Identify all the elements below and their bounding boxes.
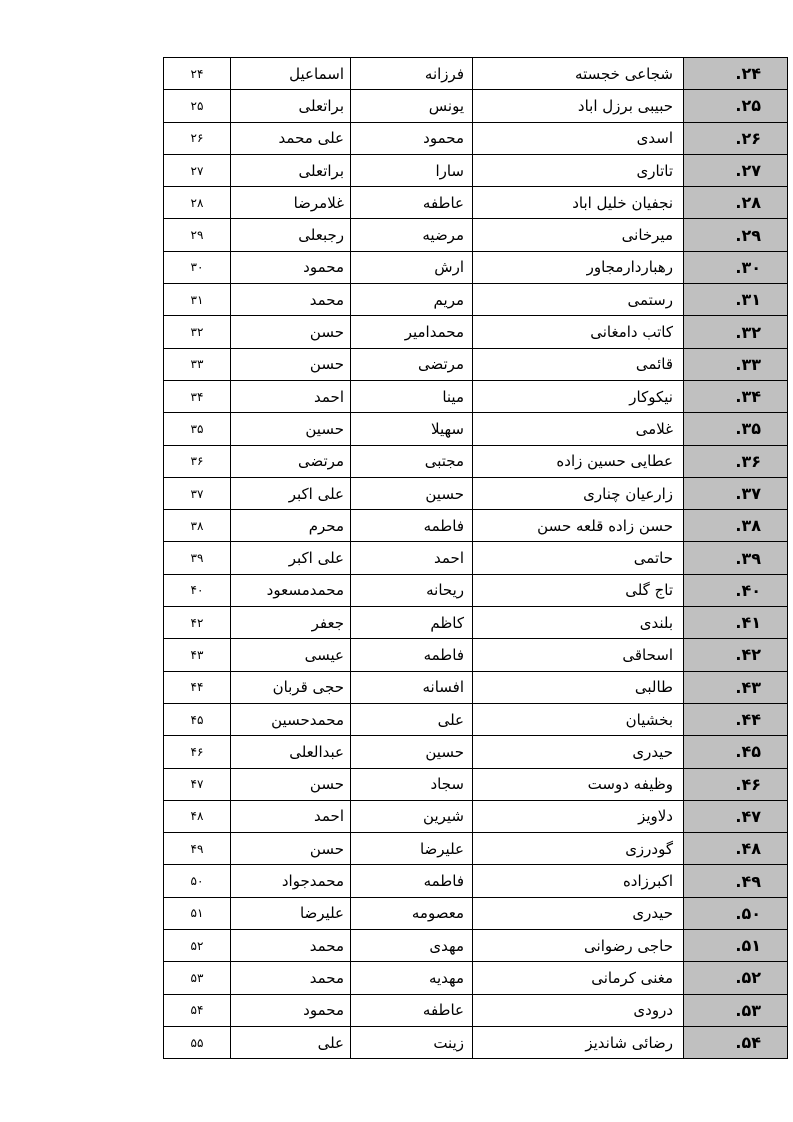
index-cell: ۳۶ xyxy=(164,445,231,477)
first-name-cell: حسین xyxy=(351,477,473,509)
last-name-cell: غلامی xyxy=(473,413,684,445)
table-row xyxy=(164,477,788,509)
father-name-cell: مرتضی xyxy=(231,445,351,477)
last-name-cell: بخشیان xyxy=(473,703,684,735)
row-number: ۴۷. xyxy=(684,800,788,832)
row-number: ۲۵. xyxy=(684,90,788,122)
father-name-cell: علی xyxy=(231,1026,351,1058)
last-name-cell: حاجی رضوانی xyxy=(473,930,684,962)
father-name-cell: علی محمد xyxy=(231,122,351,154)
father-name-cell: علی اکبر xyxy=(231,477,351,509)
index-cell: ۵۰ xyxy=(164,865,231,897)
index-cell: ۳۵ xyxy=(164,413,231,445)
table-row xyxy=(164,542,788,574)
last-name-cell: گودرزی xyxy=(473,833,684,865)
last-name-cell: حسن زاده قلعه حسن xyxy=(473,510,684,542)
father-name-cell: محمدمسعود xyxy=(231,574,351,606)
first-name-cell: شیرین xyxy=(351,800,473,832)
index-cell: ۳۰ xyxy=(164,251,231,283)
last-name-cell: قائمی xyxy=(473,348,684,380)
table-row xyxy=(164,187,788,219)
last-name-cell: تاتاری xyxy=(473,154,684,186)
index-cell: ۳۱ xyxy=(164,284,231,316)
row-number: ۳۷. xyxy=(684,477,788,509)
index-cell: ۴۸ xyxy=(164,800,231,832)
father-name-cell: حسن xyxy=(231,316,351,348)
table-row xyxy=(164,833,788,865)
index-cell: ۲۷ xyxy=(164,154,231,186)
index-cell: ۴۵ xyxy=(164,703,231,735)
table-row xyxy=(164,348,788,380)
table-row xyxy=(164,284,788,316)
last-name-cell: درودی xyxy=(473,994,684,1026)
first-name-cell: کاظم xyxy=(351,607,473,639)
first-name-cell: سارا xyxy=(351,154,473,186)
last-name-cell: رهباردارمجاور xyxy=(473,251,684,283)
first-name-cell: علی xyxy=(351,703,473,735)
table-row xyxy=(164,574,788,606)
table-row xyxy=(164,219,788,251)
row-number: ۵۲. xyxy=(684,962,788,994)
row-number: ۳۲. xyxy=(684,316,788,348)
father-name-cell: جعفر xyxy=(231,607,351,639)
index-cell: ۳۳ xyxy=(164,348,231,380)
father-name-cell: رجبعلی xyxy=(231,219,351,251)
last-name-cell: رضائی شاندیز xyxy=(473,1026,684,1058)
father-name-cell: عیسی xyxy=(231,639,351,671)
last-name-cell: کاتب دامغانی xyxy=(473,316,684,348)
father-name-cell: احمد xyxy=(231,380,351,412)
table-row xyxy=(164,1026,788,1058)
table-row xyxy=(164,90,788,122)
first-name-cell: فاطمه xyxy=(351,639,473,671)
row-number: ۳۱. xyxy=(684,284,788,316)
table-row xyxy=(164,703,788,735)
table-row xyxy=(164,316,788,348)
first-name-cell: سهیلا xyxy=(351,413,473,445)
last-name-cell: رستمی xyxy=(473,284,684,316)
index-cell: ۳۸ xyxy=(164,510,231,542)
first-name-cell: مینا xyxy=(351,380,473,412)
table-row xyxy=(164,58,788,90)
index-cell: ۲۵ xyxy=(164,90,231,122)
row-number: ۲۸. xyxy=(684,187,788,219)
row-number: ۵۱. xyxy=(684,930,788,962)
row-number: ۲۶. xyxy=(684,122,788,154)
index-cell: ۴۷ xyxy=(164,768,231,800)
index-cell: ۳۹ xyxy=(164,542,231,574)
last-name-cell: مغنی کرمانی xyxy=(473,962,684,994)
first-name-cell: علیرضا xyxy=(351,833,473,865)
table-row xyxy=(164,607,788,639)
last-name-cell: حبیبی برزل اباد xyxy=(473,90,684,122)
table-row xyxy=(164,510,788,542)
last-name-cell: شجاعی خجسته xyxy=(473,58,684,90)
last-name-cell: اکبرزاده xyxy=(473,865,684,897)
last-name-cell: میرخانی xyxy=(473,219,684,251)
father-name-cell: اسماعیل xyxy=(231,58,351,90)
first-name-cell: یونس xyxy=(351,90,473,122)
table-row xyxy=(164,380,788,412)
row-number: ۳۹. xyxy=(684,542,788,574)
table-row xyxy=(164,251,788,283)
row-number: ۴۲. xyxy=(684,639,788,671)
father-name-cell: احمد xyxy=(231,800,351,832)
father-name-cell: محمود xyxy=(231,251,351,283)
first-name-cell: مهدی xyxy=(351,930,473,962)
row-number: ۳۵. xyxy=(684,413,788,445)
index-cell: ۴۳ xyxy=(164,639,231,671)
index-cell: ۲۶ xyxy=(164,122,231,154)
father-name-cell: علی اکبر xyxy=(231,542,351,574)
table-row xyxy=(164,445,788,477)
row-number: ۵۳. xyxy=(684,994,788,1026)
first-name-cell: مریم xyxy=(351,284,473,316)
last-name-cell: تاج گلی xyxy=(473,574,684,606)
table-row xyxy=(164,639,788,671)
table-row xyxy=(164,962,788,994)
roster-body xyxy=(164,58,788,1059)
table-row xyxy=(164,154,788,186)
first-name-cell: سجاد xyxy=(351,768,473,800)
index-cell: ۲۴ xyxy=(164,58,231,90)
first-name-cell: مرضیه xyxy=(351,219,473,251)
index-cell: ۵۲ xyxy=(164,930,231,962)
row-number: ۲۷. xyxy=(684,154,788,186)
row-number: ۲۹. xyxy=(684,219,788,251)
index-cell: ۴۲ xyxy=(164,607,231,639)
row-number: ۳۰. xyxy=(684,251,788,283)
table-row xyxy=(164,413,788,445)
row-number: ۳۴. xyxy=(684,380,788,412)
father-name-cell: براتعلی xyxy=(231,90,351,122)
father-name-cell: محمد xyxy=(231,962,351,994)
index-cell: ۲۸ xyxy=(164,187,231,219)
table-row xyxy=(164,994,788,1026)
row-number: ۳۳. xyxy=(684,348,788,380)
last-name-cell: وظیفه دوست xyxy=(473,768,684,800)
index-cell: ۲۹ xyxy=(164,219,231,251)
father-name-cell: محمود xyxy=(231,994,351,1026)
row-number: ۴۱. xyxy=(684,607,788,639)
first-name-cell: ارش xyxy=(351,251,473,283)
table-row xyxy=(164,671,788,703)
father-name-cell: علیرضا xyxy=(231,897,351,929)
index-cell: ۳۴ xyxy=(164,380,231,412)
father-name-cell: محمدحسین xyxy=(231,703,351,735)
table-row xyxy=(164,930,788,962)
row-number: ۳۸. xyxy=(684,510,788,542)
row-number: ۴۶. xyxy=(684,768,788,800)
row-number: ۲۴. xyxy=(684,58,788,90)
father-name-cell: محرم xyxy=(231,510,351,542)
index-cell: ۵۴ xyxy=(164,994,231,1026)
first-name-cell: محمود xyxy=(351,122,473,154)
father-name-cell: حسن xyxy=(231,768,351,800)
row-number: ۳۶. xyxy=(684,445,788,477)
last-name-cell: زارعیان چناری xyxy=(473,477,684,509)
last-name-cell: اسحاقی xyxy=(473,639,684,671)
last-name-cell: حاتمی xyxy=(473,542,684,574)
last-name-cell: عطایی حسین زاده xyxy=(473,445,684,477)
first-name-cell: محمدامیر xyxy=(351,316,473,348)
table-row xyxy=(164,736,788,768)
index-cell: ۴۰ xyxy=(164,574,231,606)
index-cell: ۴۶ xyxy=(164,736,231,768)
row-number: ۵۰. xyxy=(684,897,788,929)
row-number: ۵۴. xyxy=(684,1026,788,1058)
row-number: ۴۸. xyxy=(684,833,788,865)
index-cell: ۵۳ xyxy=(164,962,231,994)
row-number: ۴۰. xyxy=(684,574,788,606)
row-number: ۴۴. xyxy=(684,703,788,735)
index-cell: ۴۹ xyxy=(164,833,231,865)
table-row xyxy=(164,768,788,800)
index-cell: ۳۲ xyxy=(164,316,231,348)
first-name-cell: ریحانه xyxy=(351,574,473,606)
father-name-cell: محمد xyxy=(231,284,351,316)
last-name-cell: حیدری xyxy=(473,736,684,768)
row-number: ۴۹. xyxy=(684,865,788,897)
first-name-cell: زینت xyxy=(351,1026,473,1058)
first-name-cell: مجتبی xyxy=(351,445,473,477)
last-name-cell: نجفیان خلیل اباد xyxy=(473,187,684,219)
father-name-cell: محمدجواد xyxy=(231,865,351,897)
last-name-cell: اسدی xyxy=(473,122,684,154)
row-number: ۴۵. xyxy=(684,736,788,768)
last-name-cell: بلندی xyxy=(473,607,684,639)
last-name-cell: حیدری xyxy=(473,897,684,929)
father-name-cell: حسین xyxy=(231,413,351,445)
table-row xyxy=(164,897,788,929)
last-name-cell: نیکوکار xyxy=(473,380,684,412)
index-cell: ۴۴ xyxy=(164,671,231,703)
father-name-cell: محمد xyxy=(231,930,351,962)
father-name-cell: عبدالعلی xyxy=(231,736,351,768)
first-name-cell: فاطمه xyxy=(351,510,473,542)
table-row xyxy=(164,122,788,154)
table-row xyxy=(164,800,788,832)
first-name-cell: عاطفه xyxy=(351,187,473,219)
first-name-cell: فاطمه xyxy=(351,865,473,897)
first-name-cell: حسین xyxy=(351,736,473,768)
first-name-cell: احمد xyxy=(351,542,473,574)
first-name-cell: افسانه xyxy=(351,671,473,703)
father-name-cell: حجی قربان xyxy=(231,671,351,703)
last-name-cell: دلاویز xyxy=(473,800,684,832)
index-cell: ۵۵ xyxy=(164,1026,231,1058)
father-name-cell: حسن xyxy=(231,348,351,380)
index-cell: ۵۱ xyxy=(164,897,231,929)
roster-page xyxy=(163,57,761,1059)
first-name-cell: فرزانه xyxy=(351,58,473,90)
index-cell: ۳۷ xyxy=(164,477,231,509)
father-name-cell: حسن xyxy=(231,833,351,865)
first-name-cell: معصومه xyxy=(351,897,473,929)
father-name-cell: براتعلی xyxy=(231,154,351,186)
father-name-cell: غلامرضا xyxy=(231,187,351,219)
last-name-cell: طالبی xyxy=(473,671,684,703)
first-name-cell: مرتضی xyxy=(351,348,473,380)
first-name-cell: عاطفه xyxy=(351,994,473,1026)
table-row xyxy=(164,865,788,897)
first-name-cell: مهدیه xyxy=(351,962,473,994)
roster-table xyxy=(163,57,788,1059)
row-number: ۴۳. xyxy=(684,671,788,703)
